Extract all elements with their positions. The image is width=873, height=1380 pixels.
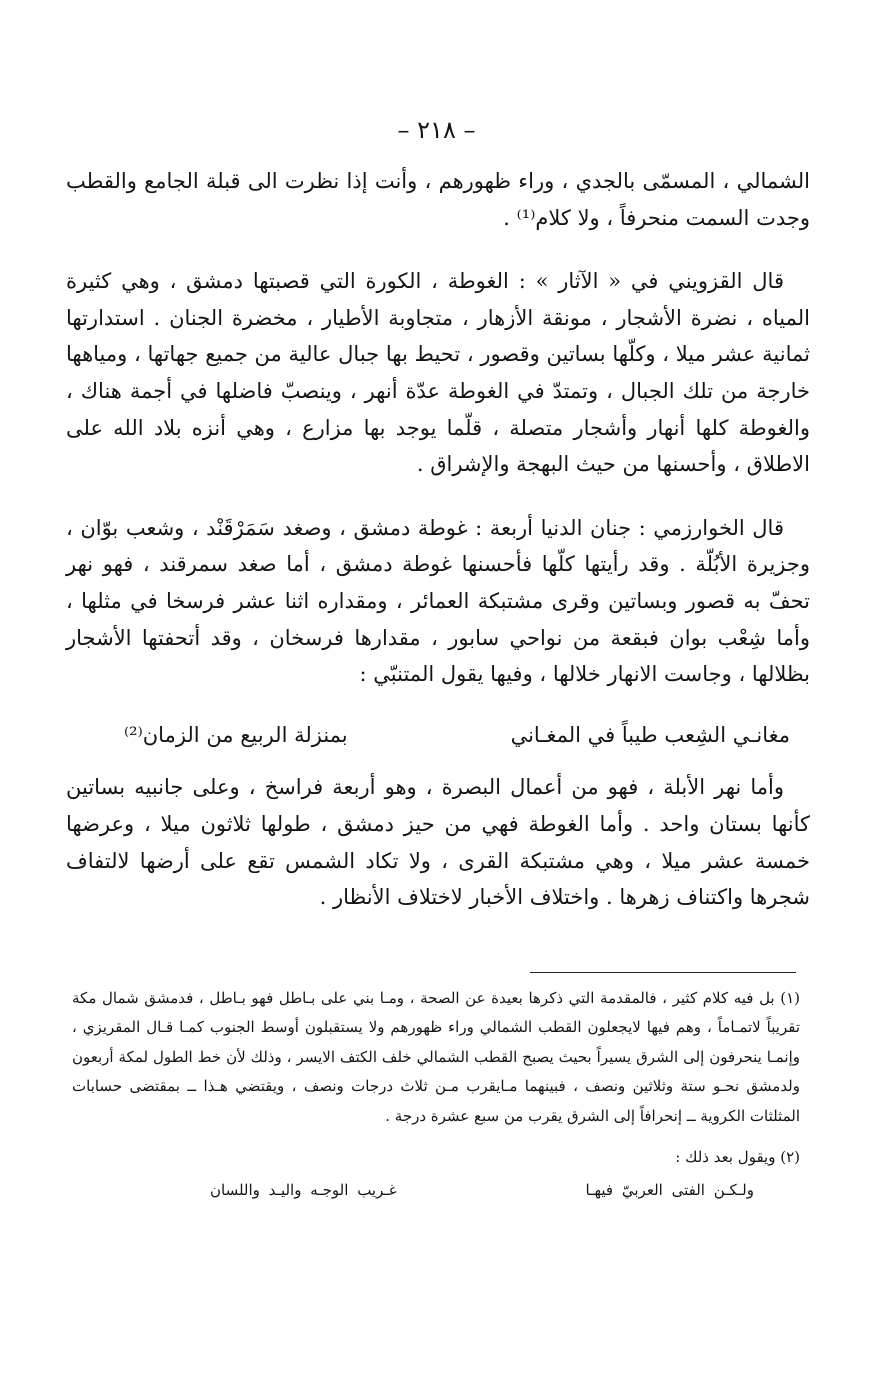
footnote-2-verse (210, 1176, 754, 1205)
paragraph-ubulla: وأما نهر الأبلة ، فهو من أعمال البصرة ، وهو أربعة فراسخ ، وعلى جانبيه بساتين كأنها بستان واحد . وأما الغوطة فهي من حيز دمشق ، طولها ثلاثون ميلا ، وعرضها خمسة عشر ميلا ، وهي مشتبكة القرى ، ولا تكاد الشمس تقع على أرضها لالتفاف شجرها واكتناف زهرها . واختلاف الأخبار لاختلاف الأنظار . (66, 775, 810, 910)
main-text (66, 163, 810, 916)
paragraph-qazwini: قال القزويني في « الآثار » : الغوطة ، الكورة التي قصبتها دمشق ، وهي كثيرة المياه ، نضرة الأشجار ، مونقة الأزهار ، متجاوبة الأطيار ، مخضرة الجنان . استدارتها ثمانية عشر ميلا ، وكلّها بساتين وقصور ، تحيط بها جبال عالية من جميع جهاتها ، ومياهها خارجة من تلك الجبال ، وتمتدّ في الغوطة عدّة أنهر ، وينصبّ فاضلها في أجمة هناك ، والغوطة كلها أنهار وأشجار متصلة ، قلّما يوجد بها مزارع ، وهي أنزه بلاد الله على الاطلاق ، وأحسنها من حيث البهجة والإشراق . (66, 269, 810, 477)
paragraph-continuation: الشمالي ، المسمّى بالجدي ، وراء ظهورهم ، وأنت إذا نظرت الى قبلة الجامع والقطب وجدت السمت منحرفاً ، ولا كلام⁽¹⁾ . (66, 169, 810, 230)
footnote-verse-second-hemistich: غـريب الوجـه واليـد واللسان (210, 1181, 397, 1200)
verse-second-hemistich: بمنزلة الربيع من الزمان⁽²⁾ (124, 722, 348, 747)
poem-verse (124, 717, 790, 754)
page-number: – ٢١٨ – (397, 116, 476, 144)
footnotes (72, 984, 800, 1206)
paragraph-khwarizmi: قال الخوارزمي : جنان الدنيا أربعة : غوطة دمشق ، وصغد سَمَرْقَنْد ، وشعب بوّان ، وجزيرة الأبُلّة . وقد رأيتها كلّها فأحسنها غوطة دمشق ، أما صغد سمرقند ، فهو نهر تحفّ به قصور وبساتين وقرى مشتبكة العمائر ، ومقداره اثنا عشر فرسخا في مثلها ، وأما شِعْب بوان فبقعة من نواحي سابور ، مقدارها فرسخان ، وقد أتحفتها الأشجار بظلالها ، وجاست الانهار خلالها ، وفيها يقول المتنبّي : (66, 515, 810, 687)
verse-first-hemistich: مغانـي الشِعب طيباً في المغـاني (510, 722, 790, 747)
footnote-verse-first-hemistich: ولـكـن الفتى العربيّ فيهـا (585, 1181, 754, 1200)
footnote-1: (١) بل فيه كلام كثير ، فالمقدمة التي ذكرها بعيدة عن الصحة ، ومـا بني على بـاطل فهو بـاطل ، فدمشق شمال مكة تقريباً لاتمـاماً ، وهم فيها لايجعلون القطب الشمالي وراء ظهورهم ولا يستقبلون أوسط الجنوب كمـا قـال المقريزي ، وإنمـا ينحرفون إلى الشرق يسيراً بحيث يصبح القطب الشمالي خلف الكتف الايسر ، وذلك لأن خط الطول لمكة أربعون ولدمشق نحـو ستة وثلاثين ونصف ، فبينهما مـايقرب مـن ثلاث درجات ونصف ، ويقتضي هـذا ــ بمقتضى حسابات المثلثات الكروية ــ إنحرافاً إلى الشرق يقرب من سبع عشرة درجة . (72, 989, 801, 1125)
footnote-divider (530, 972, 796, 973)
footnote-2-intro: (٢) ويقول بعد ذلك : (675, 1148, 800, 1167)
